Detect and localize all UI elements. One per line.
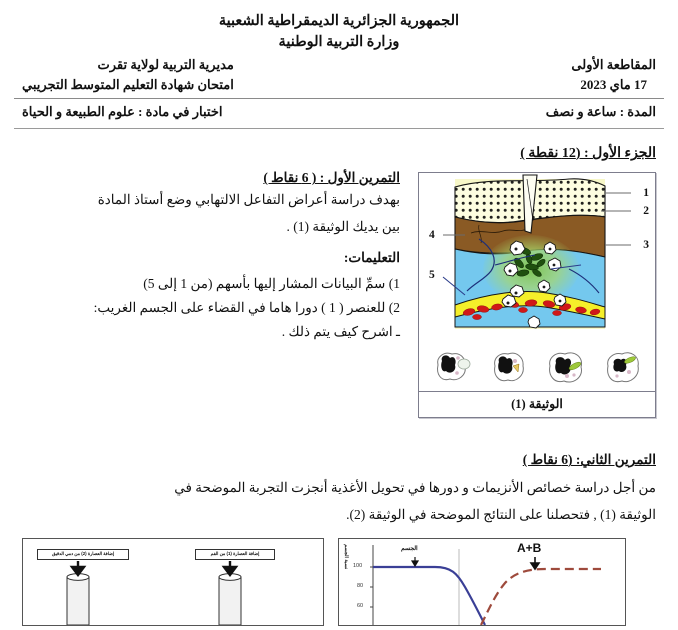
- header-info-row-2: [0, 99, 678, 124]
- figure-two-chart-box: [338, 538, 626, 626]
- y-tick-60: 60: [357, 603, 364, 610]
- district-line: المقاطعة الأولى: [571, 57, 656, 73]
- instruction-2-sub: ـ اشرح كيف يتم ذلك .: [281, 323, 400, 339]
- subject-line: اختبار في مادة : علوم الطبيعة و الحياة: [22, 104, 223, 120]
- phagocytosis-stage-3-icon: [486, 348, 532, 388]
- figure-one-box: [418, 172, 656, 418]
- exercise-one-title: [22, 170, 400, 186]
- phagocytosis-stage-1-icon: [600, 348, 646, 388]
- exercise-one-title-text: التمرين الأول : ( 6 نقاط ): [263, 170, 400, 186]
- exercise-two-intro-line-1: من أجل دراسة خصائص الأنزيمات و دورها في تحويل الأغذية أنجزت التجربة الموضحة في: [174, 480, 656, 496]
- exercise-two-figures-row: [0, 538, 678, 626]
- national-header: [0, 0, 678, 53]
- figure-one-callout-2: 2: [643, 205, 649, 218]
- exercise-one-text-column: [22, 168, 400, 343]
- instruction-2: 2) للعنصر ( 1 ) دورا هاما في القضاء على الجسم الغريب:: [93, 300, 400, 316]
- y-tick-100: 100: [353, 563, 363, 570]
- phagocytosis-stage-2-icon: [543, 348, 589, 388]
- instructions-label: التعليمات:: [343, 250, 400, 266]
- duration-line: المدة : ساعة و نصف: [545, 104, 656, 120]
- phagocytosis-stages-row: [419, 345, 655, 391]
- part-one-section: [0, 145, 678, 162]
- phagocytosis-stage-4-icon: [429, 348, 475, 388]
- inflammatory-reaction-diagram: [419, 173, 655, 345]
- y-axis-label: نسبة الجسم: [343, 544, 349, 570]
- chart-annotation-body: الجسم: [401, 546, 418, 553]
- tube-label-left: إضافة العصارة (2) من دمي الدقيق: [37, 549, 129, 560]
- figure-one-callout-1: 1: [643, 187, 649, 200]
- header-divider-bottom: [14, 128, 664, 129]
- date-line: 17 ماي 2023: [580, 77, 648, 93]
- exercise-one-intro-line-1: بهدف دراسة أعراض التفاعل الالتهابي وضع أستاذ المادة: [97, 192, 400, 208]
- figure-one-illustration: [419, 173, 655, 345]
- instruction-1: 1) سمِّ البيانات المشار إليها بأسهم (من 1 إلى 5): [143, 276, 400, 292]
- figure-one-callout-3: 3: [643, 239, 649, 252]
- figure-two-tubes-box: [22, 538, 324, 626]
- exercise-one-row: [0, 168, 678, 418]
- enzyme-activity-chart: [339, 539, 625, 625]
- tube-label-right: إضافة العصارة (1) من الفم: [195, 549, 275, 560]
- exercise-two-intro-line-2: الوثيقة (1) , فتحصلنا على النتائج الموضحة في الوثيقة (2).: [346, 507, 656, 523]
- header-left-col: [533, 55, 656, 95]
- exercise-one-intro-line-2: بين يديك الوثيقة (1) .: [286, 219, 400, 235]
- republic-line-1: الجمهورية الجزائرية الديمقراطية الشعبية: [218, 13, 460, 29]
- part-one-title: [22, 145, 656, 162]
- ministry-line: وزارة التربية الوطنية: [278, 34, 400, 51]
- exercise-two-title-text: التمرين الثاني: (6 نقاط ): [522, 452, 656, 468]
- figure-one-callout-4: 4: [429, 229, 435, 242]
- chart-annotation-a-plus-b: A+B: [517, 541, 542, 556]
- figure-one-callout-5: 5: [429, 269, 435, 282]
- exercise-one-figure-column: [410, 168, 656, 418]
- exam-line: امتحان شهادة التعليم المتوسط التجريبي: [22, 77, 234, 93]
- directorate-line: مديرية التربية لولاية تقرت: [97, 57, 234, 73]
- y-tick-80: 80: [357, 583, 364, 590]
- exercise-two-section: [0, 452, 678, 528]
- header-info-row-1: [0, 53, 678, 95]
- part-one-title-text: الجزء الأول : (12 نقطة ): [520, 146, 656, 162]
- header-right-col: [22, 55, 234, 95]
- exercise-two-title: [22, 452, 656, 468]
- figure-one-caption: الوثيقة (1): [419, 391, 655, 417]
